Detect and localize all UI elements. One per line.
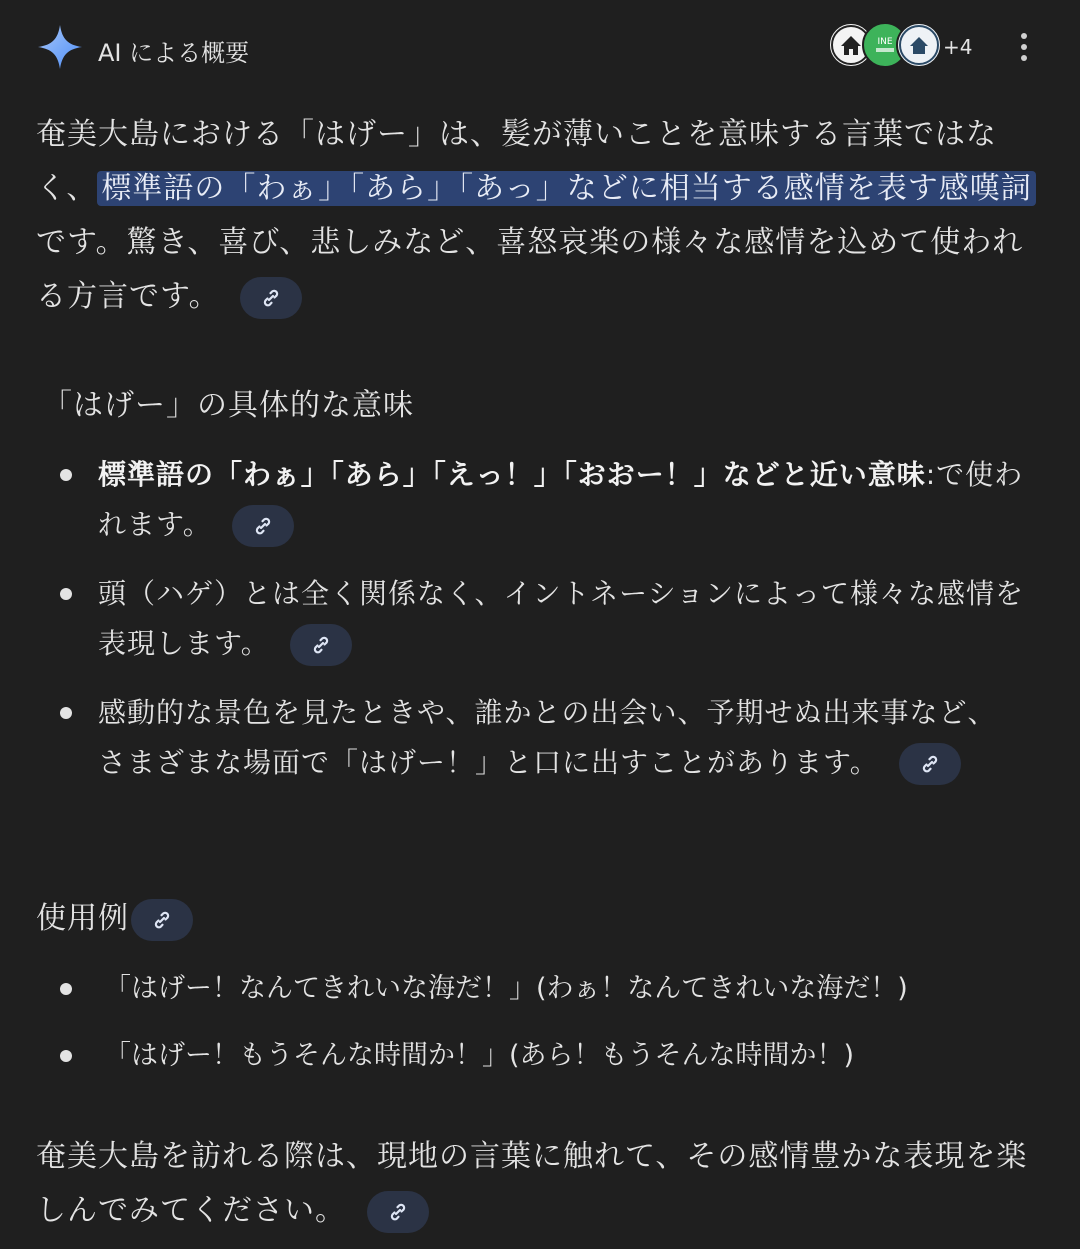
link-icon: [386, 1200, 410, 1224]
bullet: [60, 588, 72, 600]
list-item-bold: 標準語の「わぁ」「あら」「えっ！」「おおー！」などと近い意味: [98, 458, 926, 491]
link-button[interactable]: [290, 624, 352, 666]
link-button[interactable]: [232, 505, 294, 547]
list-item-content: 感動的な景色を見たときや、誰かとの出会い、予期せぬ出来事など、さまざまな場面で「はげー！」と口に出すことがあります。: [98, 696, 997, 779]
link-button[interactable]: [131, 899, 193, 941]
list-item-content: 頭（ハゲ）とは全く関係なく、イントネーションによって様々な感情を表現します。: [98, 577, 1025, 660]
list-item-text: [98, 450, 1038, 550]
link-button[interactable]: [367, 1191, 429, 1233]
intro-highlight: 標準語の「わぁ」「あら」「あっ」などに相当する感情を表す感嘆詞: [97, 171, 1035, 206]
bullet: [60, 469, 72, 481]
examples-heading-text: 使用例: [36, 901, 129, 936]
example-text: 「はげー！なんてきれいな海だ！」(わぁ！なんてきれいな海だ！): [104, 973, 908, 1004]
link-icon: [150, 908, 174, 932]
ai-overview-title: AI による概要: [98, 39, 250, 67]
more-options-icon[interactable]: [1010, 30, 1038, 64]
link-icon: [251, 514, 275, 538]
more-sources-count[interactable]: +4: [943, 35, 973, 59]
link-icon: [309, 633, 333, 657]
link-button[interactable]: [899, 743, 961, 785]
closing-paragraph: [36, 1130, 1046, 1238]
bullet: [60, 707, 72, 719]
link-icon: [259, 286, 283, 310]
ai-overview-header: [0, 0, 1080, 95]
link-icon: [918, 752, 942, 776]
bullet: [60, 983, 72, 995]
closing-text: 奄美大島を訪れる際は、現地の言葉に触れて、その感情豊かな表現を楽しんでみてください。: [36, 1139, 1028, 1228]
intro-text-after: です。驚き、喜び、悲しみなど、喜怒哀楽の様々な感情を込めて使われる方言です。: [36, 225, 1024, 314]
intro-paragraph: [36, 108, 1046, 324]
example-text: 「はげー！もうそんな時間か！」(あら！もうそんな時間か！): [104, 1040, 855, 1071]
sparkle-icon: [36, 23, 84, 71]
meaning-heading: 「はげー」の具体的な意味: [42, 388, 414, 423]
list-item-rest: :で使われます。: [98, 458, 1024, 541]
source-avatar-2-label: INE: [877, 37, 893, 47]
intro-text-before: 奄美大島における「はげー」は、髪が薄いことを意味する言葉ではなく、: [36, 117, 997, 206]
examples-heading: [36, 893, 193, 941]
bullet: [60, 1050, 72, 1062]
list-item-text: [98, 569, 1038, 669]
list-item-text: [98, 688, 998, 788]
source-avatar-3[interactable]: [896, 22, 942, 68]
link-button[interactable]: [240, 277, 302, 319]
